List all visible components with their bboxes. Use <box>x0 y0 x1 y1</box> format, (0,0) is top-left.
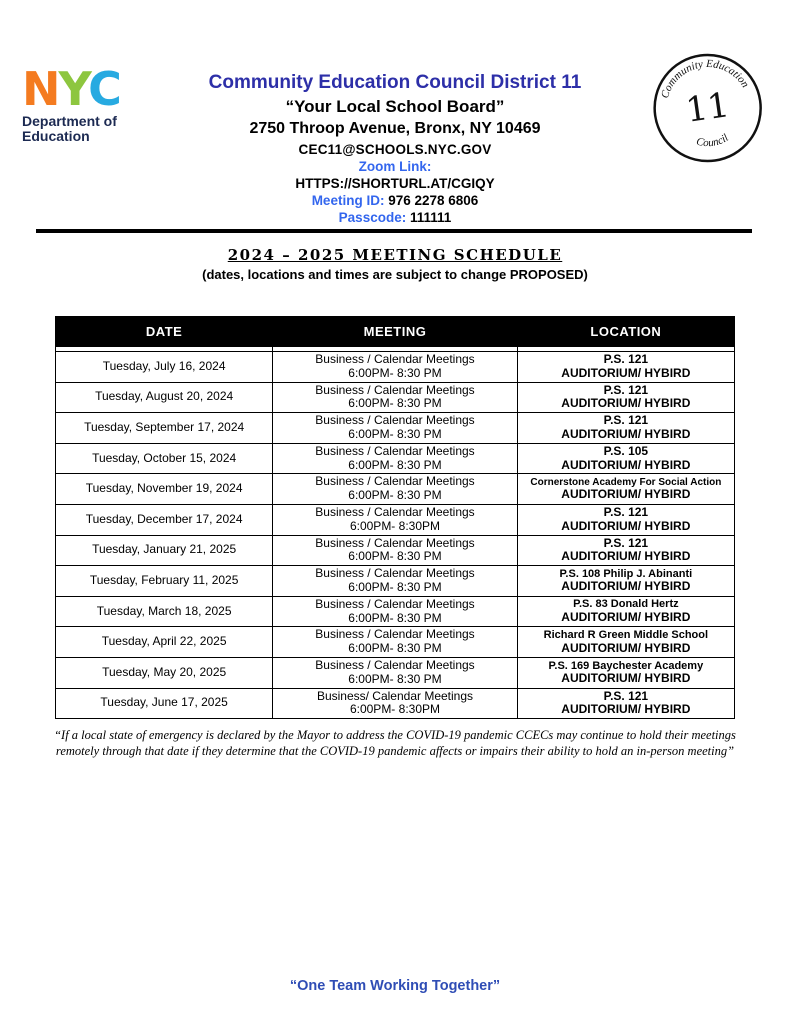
cell-location <box>517 504 734 535</box>
header-block <box>150 72 640 225</box>
col-header-location: LOCATION <box>517 317 734 347</box>
schedule-heading: 2024 – 2025 MEETING SCHEDULE <box>227 246 563 264</box>
table-row <box>56 474 735 505</box>
cell-meeting <box>273 474 517 505</box>
cell-meeting <box>273 535 517 566</box>
zoom-link-url: HTTPS://SHORTURL.AT/CGIQY <box>295 176 495 191</box>
cell-date: Tuesday, January 21, 2025 <box>56 535 273 566</box>
meeting-line-1: Business / Calendar Meetings <box>315 596 475 611</box>
location-line-2: AUDITORIUM/ HYBIRD <box>561 487 691 502</box>
page-subtitle: “Your Local School Board” <box>285 97 505 116</box>
meeting-line-1: Business/ Calendar Meetings <box>316 688 474 703</box>
location-line-2: AUDITORIUM/ HYBIRD <box>561 671 691 686</box>
cell-meeting <box>273 688 517 719</box>
location-line-1: P.S. 121 <box>603 535 649 550</box>
location-line-1: P.S. 83 Donald Hertz <box>573 598 679 611</box>
location-line-1: Cornerstone Academy For Social Action <box>530 476 722 488</box>
passcode-line <box>150 210 640 225</box>
meeting-line-2: 6:00PM- 8:30 PM <box>348 396 442 411</box>
meeting-line-2: 6:00PM- 8:30 PM <box>348 426 442 441</box>
table-row <box>56 382 735 413</box>
page-title: Community Education Council District 11 <box>208 72 582 93</box>
email-line: CEC11@SCHOOLS.NYC.GOV <box>298 142 492 157</box>
cell-date: Tuesday, November 19, 2024 <box>56 474 273 505</box>
meeting-line-1: Business / Calendar Meetings <box>315 535 475 550</box>
meeting-line-2: 6:00PM- 8:30 PM <box>348 610 442 625</box>
location-line-2: AUDITORIUM/ HYBIRD <box>561 609 691 624</box>
schedule-table-header <box>56 317 735 347</box>
meeting-line-1: Business / Calendar Meetings <box>315 566 475 581</box>
meeting-line-1: Business / Calendar Meetings <box>315 352 475 366</box>
cell-date: Tuesday, December 17, 2024 <box>56 504 273 535</box>
meeting-line-2: 6:00PM- 8:30 PM <box>348 671 442 686</box>
logo-caption-line-1: Department of <box>22 112 117 129</box>
meeting-line-2: 6:00PM- 8:30PM <box>349 518 440 533</box>
cell-meeting <box>273 566 517 597</box>
location-line-2: AUDITORIUM/ HYBIRD <box>561 365 691 380</box>
location-line-1: P.S. 108 Philip J. Abinanti <box>559 567 693 580</box>
cell-location <box>517 566 734 597</box>
cell-date: Tuesday, August 20, 2024 <box>56 382 273 413</box>
meeting-line-1: Business / Calendar Meetings <box>315 443 475 458</box>
meeting-line-2: 6:00PM- 8:30 PM <box>348 488 442 503</box>
cell-location <box>517 657 734 688</box>
cell-meeting <box>273 657 517 688</box>
location-line-2: AUDITORIUM/ HYBIRD <box>561 579 691 594</box>
location-line-2: AUDITORIUM/ HYBIRD <box>561 640 691 655</box>
location-line-2: AUDITORIUM/ HYBIRD <box>561 457 691 472</box>
cell-date: Tuesday, March 18, 2025 <box>56 596 273 627</box>
location-line-1: P.S. 121 <box>603 688 649 703</box>
meeting-line-1: Business / Calendar Meetings <box>315 657 475 672</box>
nyc-letter: Y <box>58 62 89 116</box>
header-row <box>56 317 735 347</box>
cell-location <box>517 688 734 719</box>
meeting-line-2: 6:00PM- 8:30PM <box>349 702 440 717</box>
cell-meeting <box>273 382 517 413</box>
cell-location <box>517 535 734 566</box>
cell-date: Tuesday, April 22, 2025 <box>56 627 273 658</box>
table-row <box>56 688 735 719</box>
meeting-line-1: Business / Calendar Meetings <box>315 627 475 642</box>
cell-location <box>517 352 734 383</box>
zoom-link-label: Zoom Link: <box>358 159 432 174</box>
seal-arc-bottom-text: Council <box>695 131 731 150</box>
table-row <box>56 627 735 658</box>
nyc-letter: C <box>88 62 120 116</box>
meeting-line-1: Business / Calendar Meetings <box>315 413 475 428</box>
cell-meeting <box>273 627 517 658</box>
cell-location <box>517 382 734 413</box>
table-row <box>56 443 735 474</box>
nyc-letter: N <box>22 62 59 116</box>
cell-date: Tuesday, July 16, 2024 <box>56 352 273 383</box>
location-line-2: AUDITORIUM/ HYBIRD <box>561 518 691 533</box>
cell-meeting <box>273 352 517 383</box>
footer-motto: “One Team Working Together” <box>289 978 501 994</box>
location-line-1: P.S. 121 <box>603 352 649 366</box>
col-header-meeting: MEETING <box>273 317 517 347</box>
location-line-1: Richard R Green Middle School <box>543 628 709 641</box>
schedule-table <box>55 316 735 719</box>
covid-disclaimer: “If a local state of emergency is declared by the Mayor to address the COVID-19 pandemic CCECs may continue to hold their meetings remotely through that date if they determine that the COVID-19 pandemic affects or impairs their ability to hold an in-person meeting” <box>54 728 736 759</box>
cell-location <box>517 474 734 505</box>
table-row <box>56 504 735 535</box>
meeting-line-2: 6:00PM- 8:30 PM <box>348 365 442 380</box>
meeting-line-1: Business / Calendar Meetings <box>315 382 475 397</box>
meeting-id-value: 976 2278 6806 <box>388 193 479 208</box>
table-row <box>56 535 735 566</box>
table-row <box>56 596 735 627</box>
schedule-table-body <box>56 347 735 719</box>
meeting-line-2: 6:00PM- 8:30 PM <box>348 641 442 656</box>
table-row <box>56 657 735 688</box>
seal-graphic <box>644 45 770 171</box>
passcode-label: Passcode: <box>338 210 407 225</box>
location-line-2: AUDITORIUM/ HYBIRD <box>561 426 691 441</box>
location-line-1: P.S. 121 <box>603 504 649 519</box>
address-line: 2750 Throop Avenue, Bronx, NY 10469 <box>249 120 541 137</box>
cell-date: Tuesday, September 17, 2024 <box>56 413 273 444</box>
meeting-id-line <box>150 193 640 208</box>
cell-date: Tuesday, May 20, 2025 <box>56 657 273 688</box>
location-line-1: P.S. 121 <box>603 413 649 428</box>
location-line-2: AUDITORIUM/ HYBIRD <box>561 702 691 717</box>
table-row <box>56 413 735 444</box>
meeting-line-1: Business / Calendar Meetings <box>315 504 475 519</box>
table-row <box>56 352 735 383</box>
meeting-line-2: 6:00PM- 8:30 PM <box>348 457 442 472</box>
cell-location <box>517 627 734 658</box>
meeting-line-1: Business / Calendar Meetings <box>315 474 475 489</box>
cell-location <box>517 413 734 444</box>
location-line-2: AUDITORIUM/ HYBIRD <box>561 549 691 564</box>
cell-date: Tuesday, February 11, 2025 <box>56 566 273 597</box>
divider-rule <box>36 229 752 233</box>
meeting-line-2: 6:00PM- 8:30 PM <box>348 579 442 594</box>
cell-location <box>517 443 734 474</box>
location-line-2: AUDITORIUM/ HYBIRD <box>561 396 691 411</box>
cell-date: Tuesday, June 17, 2025 <box>56 688 273 719</box>
cell-meeting <box>273 596 517 627</box>
cell-meeting <box>273 443 517 474</box>
cell-meeting <box>273 413 517 444</box>
council-seal <box>644 45 771 176</box>
logo-caption-line-2: Education <box>22 128 90 145</box>
meeting-line-2: 6:00PM- 8:30 PM <box>348 549 442 564</box>
seal-arc-top-text: Community Education <box>658 57 752 100</box>
seal-number: 11 <box>683 85 732 131</box>
passcode-value: 111111 <box>409 210 452 225</box>
cell-date: Tuesday, October 15, 2024 <box>56 443 273 474</box>
location-line-1: P.S. 105 <box>603 443 649 458</box>
table-row <box>56 566 735 597</box>
col-header-date: DATE <box>56 317 273 347</box>
cell-location <box>517 596 734 627</box>
location-line-1: P.S. 121 <box>603 382 649 397</box>
meeting-id-label: Meeting ID: <box>311 193 385 208</box>
cell-meeting <box>273 504 517 535</box>
schedule-subheading: (dates, locations and times are subject to change PROPOSED) <box>202 267 588 282</box>
location-line-1: P.S. 169 Baychester Academy <box>548 659 704 672</box>
